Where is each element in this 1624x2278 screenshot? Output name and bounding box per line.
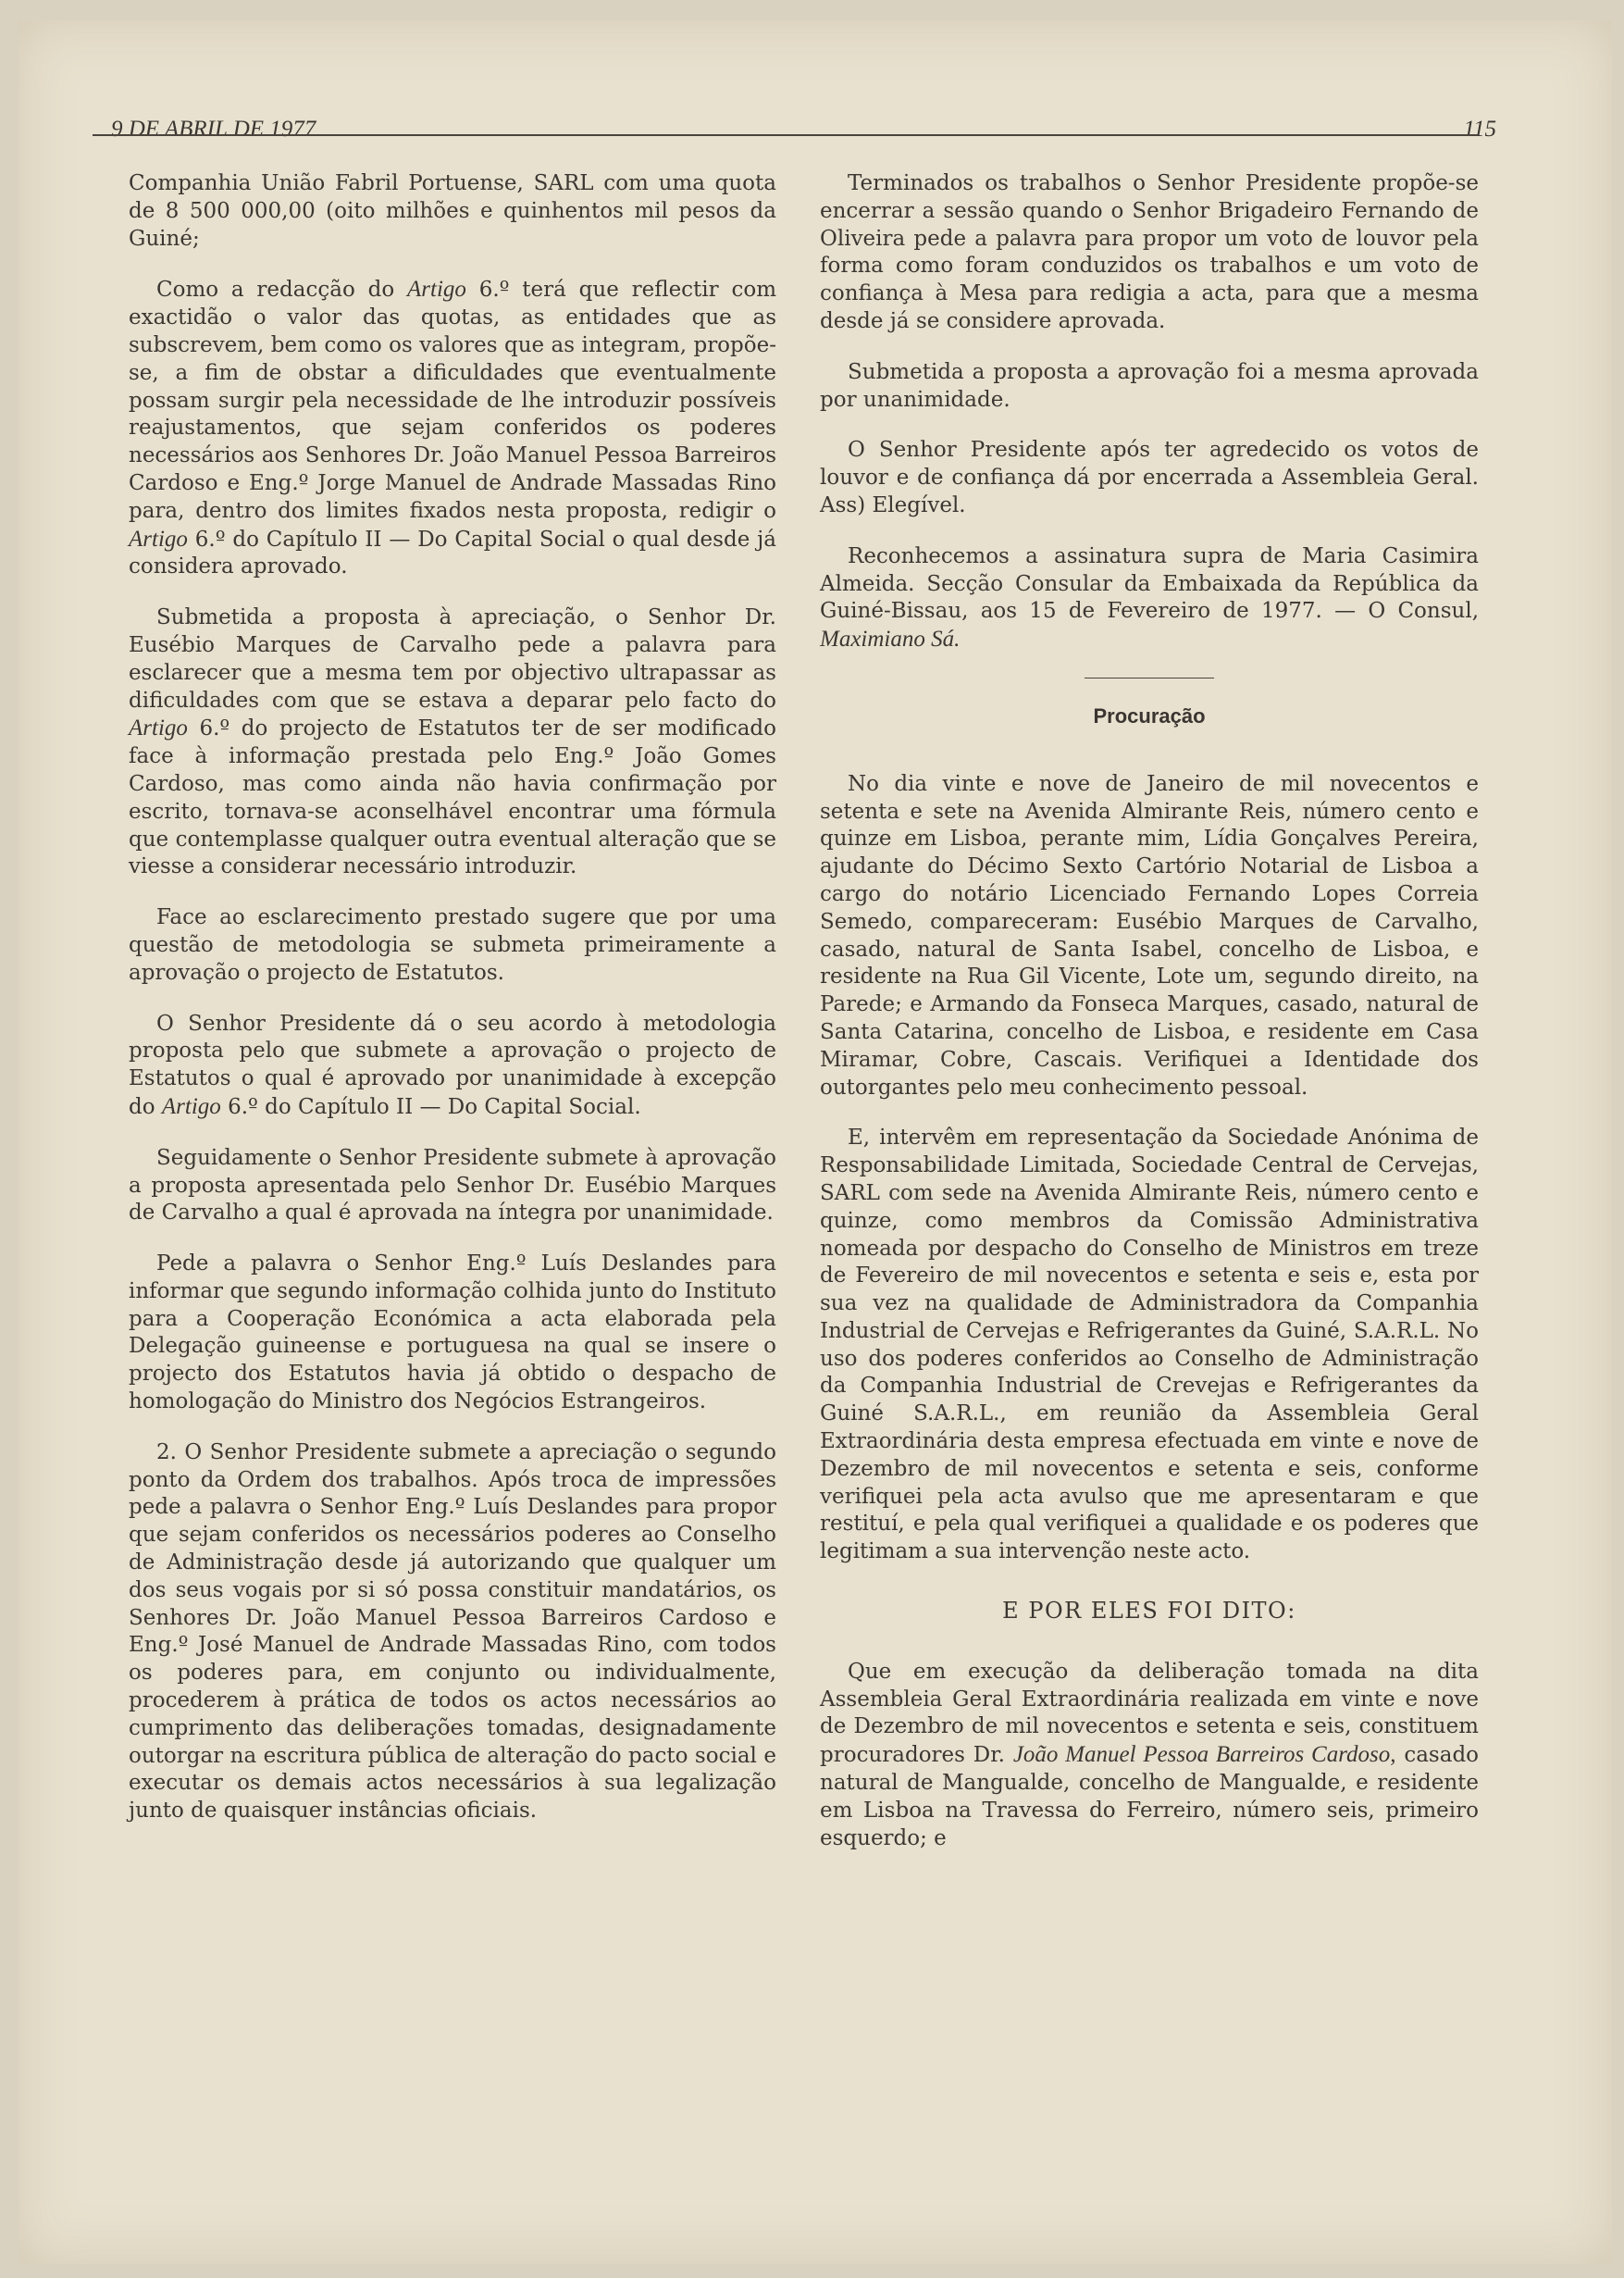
procuracao-paragraph-1: No dia vinte e nove de Janeiro de mil novecentos e setenta e sete na Avenida Almirante Reis, número cento e quinze em Lisboa, perante mim, Lídia Gonçalves Pereira, ajudante do Décimo Sexto Cartório Notarial de Lisboa a cargo do notário Licenciado Fernando Lopes Correia Semedo, compareceram: Eusébio Marques de Carvalho, casado, natural de Santa Isabel, concelho de Lisboa, e residente na Rua Gil Vicente, Lote um, segundo direito, na Parede; e Armando da Fonseca Marques, casado, natural de Santa Catarina, concelho de Lisboa, e residente em Casa Miramar, Cobre, Cascais. Verifiquei a Identidade dos outorgantes pelo meu conhecimento pessoal.: [820, 771, 1479, 1100]
left-paragraph-5: O Senhor Presidente dá o seu acordo à metodologia proposta pelo que submete a aprovação o projecto de Estatutos o qual é aprovado por unanimidade à excepção do Artigo 6.º do Capítulo II — Do Capital Social.: [129, 1011, 776, 1119]
left-paragraph-8: 2. O Senhor Presidente submete a apreciação o segundo ponto da Ordem dos trabalhos. Após troca de impressões pede a palavra o Senhor Eng.º Luís Deslandes para propor que sejam conferidos os necessários poderes ao Conselho de Administração desde já autorizando que qualquer um dos seus vogais por si só possa constituir mandatários, os Senhores Dr. João Manuel Pessoa Barreiros Cardoso e Eng.º José Manuel de Andrade Massadas Rino, com todos os poderes para, em conjunto ou individualmente, procederem à prática de todos os actos necessários ao cumprimento das deliberações tomadas, designadamente outorgar na escritura pública de alteração do pacto social e executar os demais actos necessários à sua legalização junto de quaisquer instâncias oficiais.: [129, 1439, 776, 1824]
header-rule: [93, 134, 1478, 136]
final-text-after: casado natural de Mangualde, concelho de Mangualde, e residente em Lisboa na Travessa do Ferreiro, número seis, primeiro esquerdo; e: [820, 1743, 1480, 1850]
left-paragraph-2: Como a redacção do Artigo 6.º terá que reflectir com exactidão o valor das quotas, as entidades que as subscrevem, bem como os valores que as integram, propõe-se, a fim de obstar a dificuldades que eventualmente possam surgir pela necessidade de lhe introduzir possíveis reajustamentos, que sejam conferidos os poderes necessários aos Senhores Dr. João Manuel Pessoa Barreiros Cardoso e Eng.º Jorge Manuel de Andrade Massadas Rino para, dentro dos limites fixados nesta proposta, redigir o Artigo 6.º do Capítulo II — Do Capital Social o qual desde já considera aprovado.: [129, 277, 776, 579]
header-page-number: 115: [1463, 117, 1496, 142]
procuracao-final-paragraph: [820, 1659, 1479, 1853]
right-column: [820, 170, 1479, 1875]
por-eles-foi-dito-heading: E POR ELES FOI DITO:: [1002, 1598, 1296, 1624]
recognition-paragraph: [820, 543, 1479, 654]
procuracao-title: Procuração: [1093, 703, 1206, 728]
recognition-text: Reconhecemos a assinatura supra de Maria Casimira Almeida. Secção Consular da Embaixada da República da Guiné-Bissau, aos 15 de Fevereiro de 1977. — O Consul,: [820, 543, 1479, 624]
page-header: [111, 106, 1496, 152]
left-paragraph-1: Companhia União Fabril Portuense, SARL com uma quota de 8 500 000,00 (oito milhões e quinhentos mil pesos da Guiné;: [129, 171, 776, 251]
procurador-name: João Manuel Pessoa Barreiros Cardoso,: [1012, 1742, 1396, 1768]
consul-signatory: Maximiano Sá.: [820, 627, 961, 653]
header-date: 9 DE ABRIL DE 1977: [111, 117, 316, 142]
right-paragraph-2: Submetida a proposta a aprovação foi a mesma aprovada por unanimidade.: [820, 359, 1479, 412]
procuracao-paragraph-2: E, intervêm em representação da Sociedade Anónima de Responsabilidade Limitada, Sociedade Central de Cervejas, SARL com sede na Avenida Almirante Reis, número cento e quinze, como membros da Comissão Administrativa nomeada por despacho do Conselho de Ministros em treze de Fevereiro de mil novecentos e setenta e seis e, esta por sua vez na qualidade de Administradora da Companhia Industrial de Cervejas e Refrigerantes da Guiné, S.A.R.L. No uso dos poderes conferidos ao Conselho de Administração da Companhia Industrial de Crevejas e Refrigerantes da Guiné S.A.R.L., em reunião da Assembleia Geral Extraordinária desta empresa efectuada em vinte e nove de Dezembro de mil novecentos e setenta e seis, conforme verifiquei pela acta avulso que me apresentaram e que restituí, e pela qual verifiquei a qualidade e os poderes que legitimam a sua intervenção neste acto.: [820, 1126, 1479, 1564]
right-paragraph-1: Terminados os trabalhos o Senhor Presidente propõe-se encerrar a sessão quando o Senhor Brigadeiro Fernando de Oliveira pede a palavra para propor um voto de louvor pela forma como foram conduzidos os trabalhos e um voto de confiança à Mesa para redigia a acta, para que a mesma desde já se considere aprovada.: [820, 171, 1479, 333]
left-column: [129, 170, 776, 1849]
left-paragraph-6: Seguidamente o Senhor Presidente submete à aprovação a proposta apresentada pelo Senhor Dr. Eusébio Marques de Carvalho a qual é aprovada na íntegra por unanimidade.: [129, 1145, 776, 1226]
left-paragraph-4: Face ao esclarecimento prestado sugere que por uma questão de metodologia se submeta primeiramente a aprovação o projecto de Estatutos.: [129, 905, 776, 985]
right-paragraph-3: O Senhor Presidente após ter agredecido os votos de louvor e de confiança dá por encerrada a Assembleia Geral. Ass) Elegível.: [820, 438, 1479, 517]
left-paragraph-7: Pede a palavra o Senhor Eng.º Luís Deslandes para informar que segundo informação colhida junto do Instituto para a Cooperação Económica a acta elaborada pela Delegação guineense e portuguesa na qual se insere o projecto dos Estatutos havia já obtido o despacho de homologação do Ministro dos Negócios Estrangeiros.: [129, 1251, 776, 1414]
left-paragraph-3: Submetida a proposta à apreciação, o Senhor Dr. Eusébio Marques de Carvalho pede a palavra para esclarecer que a mesma tem por objectivo ultrapassar as dificuldades com que se estava a deparar pelo facto do Artigo 6.º do projecto de Estatutos ter de ser modificado face à informação prestada pelo Eng.º João Gomes Cardoso, mas como ainda não havia confirmação por escrito, tornava-se aconselhável encontrar uma fórmula que contemplasse qualquer outra eventual alteração que se viesse a considerar necessário introduzir.: [129, 605, 776, 879]
final-text-before: Que em execução da deliberação tomada na dita Assembleia Geral Extraordinária realizada em vinte e nove de Dezembro de mil novecentos e setenta e seis, constituem procuradores Dr.: [820, 1659, 1479, 1768]
